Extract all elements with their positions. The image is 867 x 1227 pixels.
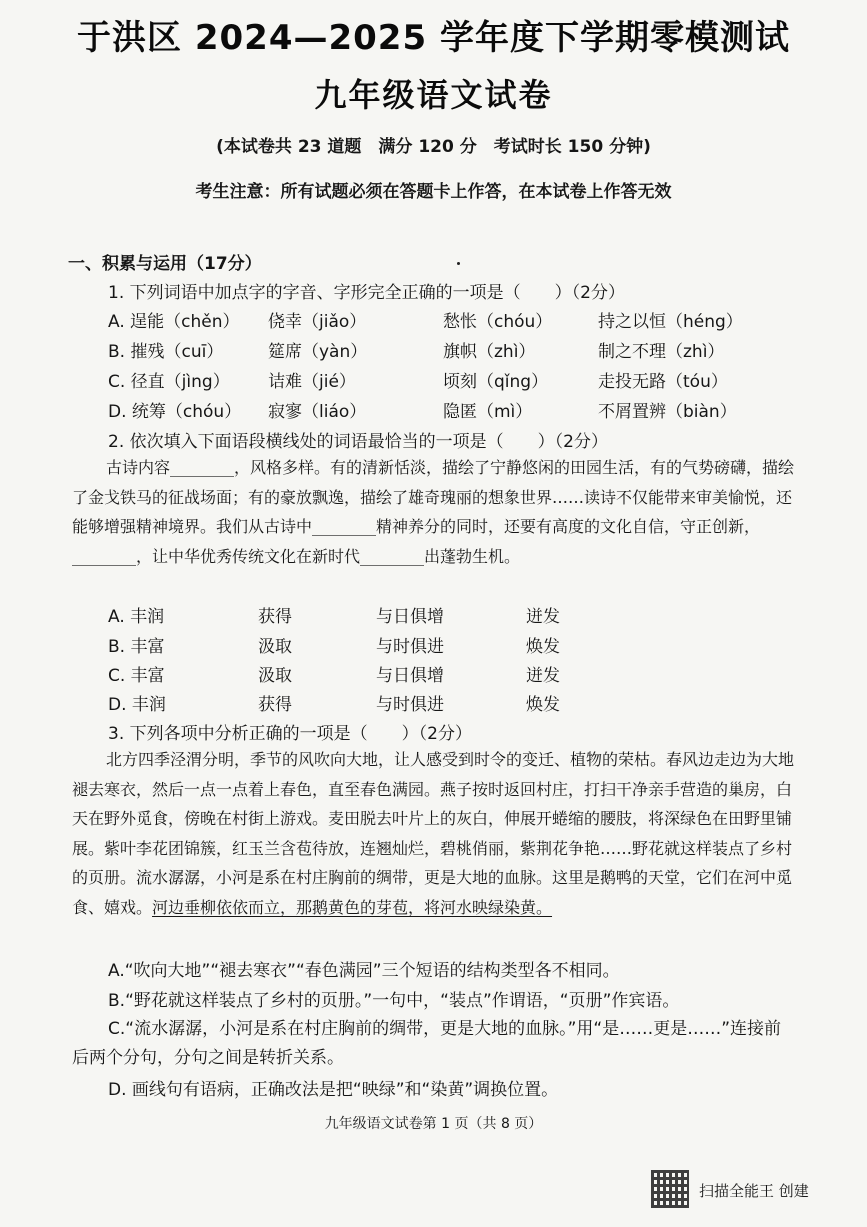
exam-notice: 考生注意：所有试题必须在答题卡上作答，在本试卷上作答无效 <box>195 182 672 202</box>
q2-d-3: 与时俱进 <box>376 695 444 715</box>
q2-passage: 古诗内容________，风格多样。有的清新恬淡，描绘了宁静悠闲的田园生活，有的气势磅礴，描绘了金戈铁马的征战场面；有的豪放飘逸，描绘了雄奇瑰丽的想象世界……读诗不仅能带来审美愉悦，还能够增强精神境界。我们从古诗中________精神养分的同时，还要有高度的文化自信，守正创新，________，让中华优秀传统文化在新时代________出蓬勃生机。 <box>72 458 795 566</box>
q2-b-4: 焕发 <box>526 637 560 657</box>
scanner-watermark: 扫描全能王 创建 <box>699 1182 809 1200</box>
q2-b-2: 汲取 <box>258 637 292 657</box>
q1-d-3: 隐匿（mì） <box>443 402 533 422</box>
q2-c-3: 与日俱增 <box>376 666 444 686</box>
q2-a-3: 与日俱增 <box>376 607 444 627</box>
q2-b-1: B. 丰富 <box>108 637 165 657</box>
q2-a-2: 获得 <box>258 607 292 627</box>
q1-a-3: 愁怅（chóu） <box>443 312 553 332</box>
q1-a-4: 持之以恒（héng） <box>598 312 743 332</box>
q3-passage-underlined: 河边垂柳依依而立，那鹅黄色的芽苞，将河水映绿染黄。 <box>152 897 553 917</box>
q2-c-1: C. 丰富 <box>108 666 165 686</box>
qr-code-icon <box>651 1170 689 1208</box>
q2-b-3: 与时俱进 <box>376 637 444 657</box>
q2-stem: 2. 依次填入下面语段横线处的词语最恰当的一项是（ ）（2分） <box>108 432 608 452</box>
exam-subtitle: 九年级语文试卷 <box>314 76 553 114</box>
q1-c-4: 走投无路（tóu） <box>598 372 728 392</box>
q1-b-2: 筵席（yàn） <box>268 342 368 362</box>
exam-meta: (本试卷共 23 道题 满分 120 分 考试时长 150 分钟) <box>216 137 651 157</box>
q1-stem: 1. 下列词语中加点字的字音、字形完全正确的一项是（ ）（2分） <box>108 283 625 303</box>
page-footer: 九年级语文试卷第 1 页（共 8 页） <box>324 1116 543 1132</box>
q3-option-d: D. 画线句有语病，正确改法是把“映绿”和“染黄”调换位置。 <box>108 1080 559 1100</box>
q2-a-1: A. 丰润 <box>108 607 165 627</box>
q1-c-3: 顷刻（qǐng） <box>443 372 549 392</box>
q1-d-2: 寂寥（liáo） <box>268 402 367 422</box>
q3-passage <box>72 745 796 922</box>
q3-option-c: C.“流水潺潺，小河是系在村庄胸前的绸带，更是大地的血脉。”用“是……更是……”连接前后两个分句，分句之间是转折关系。 <box>72 1019 782 1068</box>
exam-title: 于洪区 2024—2025 学年度下学期零模测试 <box>77 18 790 58</box>
section-title: 一、积累与运用（17分） <box>68 254 262 274</box>
q2-a-4: 迸发 <box>526 607 560 627</box>
q1-b-3: 旗帜（zhì） <box>443 342 536 362</box>
q3-option-b: B.“野花就这样装点了乡村的页册。”一句中，“装点”作谓语，“页册”作宾语。 <box>108 991 680 1011</box>
q1-c-1: C. 径直（jìng） <box>108 372 230 392</box>
q2-d-2: 获得 <box>258 695 292 715</box>
q1-b-4: 制之不理（zhì） <box>598 342 725 362</box>
q3-passage-main: 北方四季泾渭分明，季节的风吹向大地，让人感受到时令的变迁、植物的荣枯。春风边走边为大地褪去寒衣，然后一点一点着上春色，直至春色满园。燕子按时返回村庄，打扫干净亲手营造的巢房，白天在野外觅食，傍晚在村街上游戏。麦田脱去叶片上的灰白，伸展开蜷缩的腰肢，将深绿色在田野里铺展。紫叶李花团锦簇，红玉兰含苞待放，连翘灿烂，碧桃俏丽，紫荆花争艳……野花就这样装点了乡村的页册。流水潺潺，小河是系在村庄胸前的绸带，更是大地的血脉。这里是鹅鸭的天堂，它们在河中觅食、嬉戏。 <box>72 750 795 917</box>
q2-d-1: D. 丰润 <box>108 695 166 715</box>
q2-c-4: 迸发 <box>526 666 560 686</box>
stray-dot <box>457 262 460 265</box>
q2-d-4: 焕发 <box>526 695 560 715</box>
q3-option-a: A.“吹向大地”“褪去寒衣”“春色满园”三个短语的结构类型各不相同。 <box>108 961 620 981</box>
q1-d-4: 不屑置辨（biàn） <box>598 402 737 422</box>
q2-c-2: 汲取 <box>258 666 292 686</box>
q1-c-2: 诘难（jié） <box>268 372 356 392</box>
q1-b-1: B. 摧残（cuī） <box>108 342 224 362</box>
q1-a-2: 侥幸（jiǎo） <box>268 312 367 332</box>
q1-a-1: A. 逞能（chěn） <box>108 312 240 332</box>
q1-d-1: D. 统筹（chóu） <box>108 402 242 422</box>
q3-stem: 3. 下列各项中分析正确的一项是（ ）（2分） <box>108 724 472 744</box>
